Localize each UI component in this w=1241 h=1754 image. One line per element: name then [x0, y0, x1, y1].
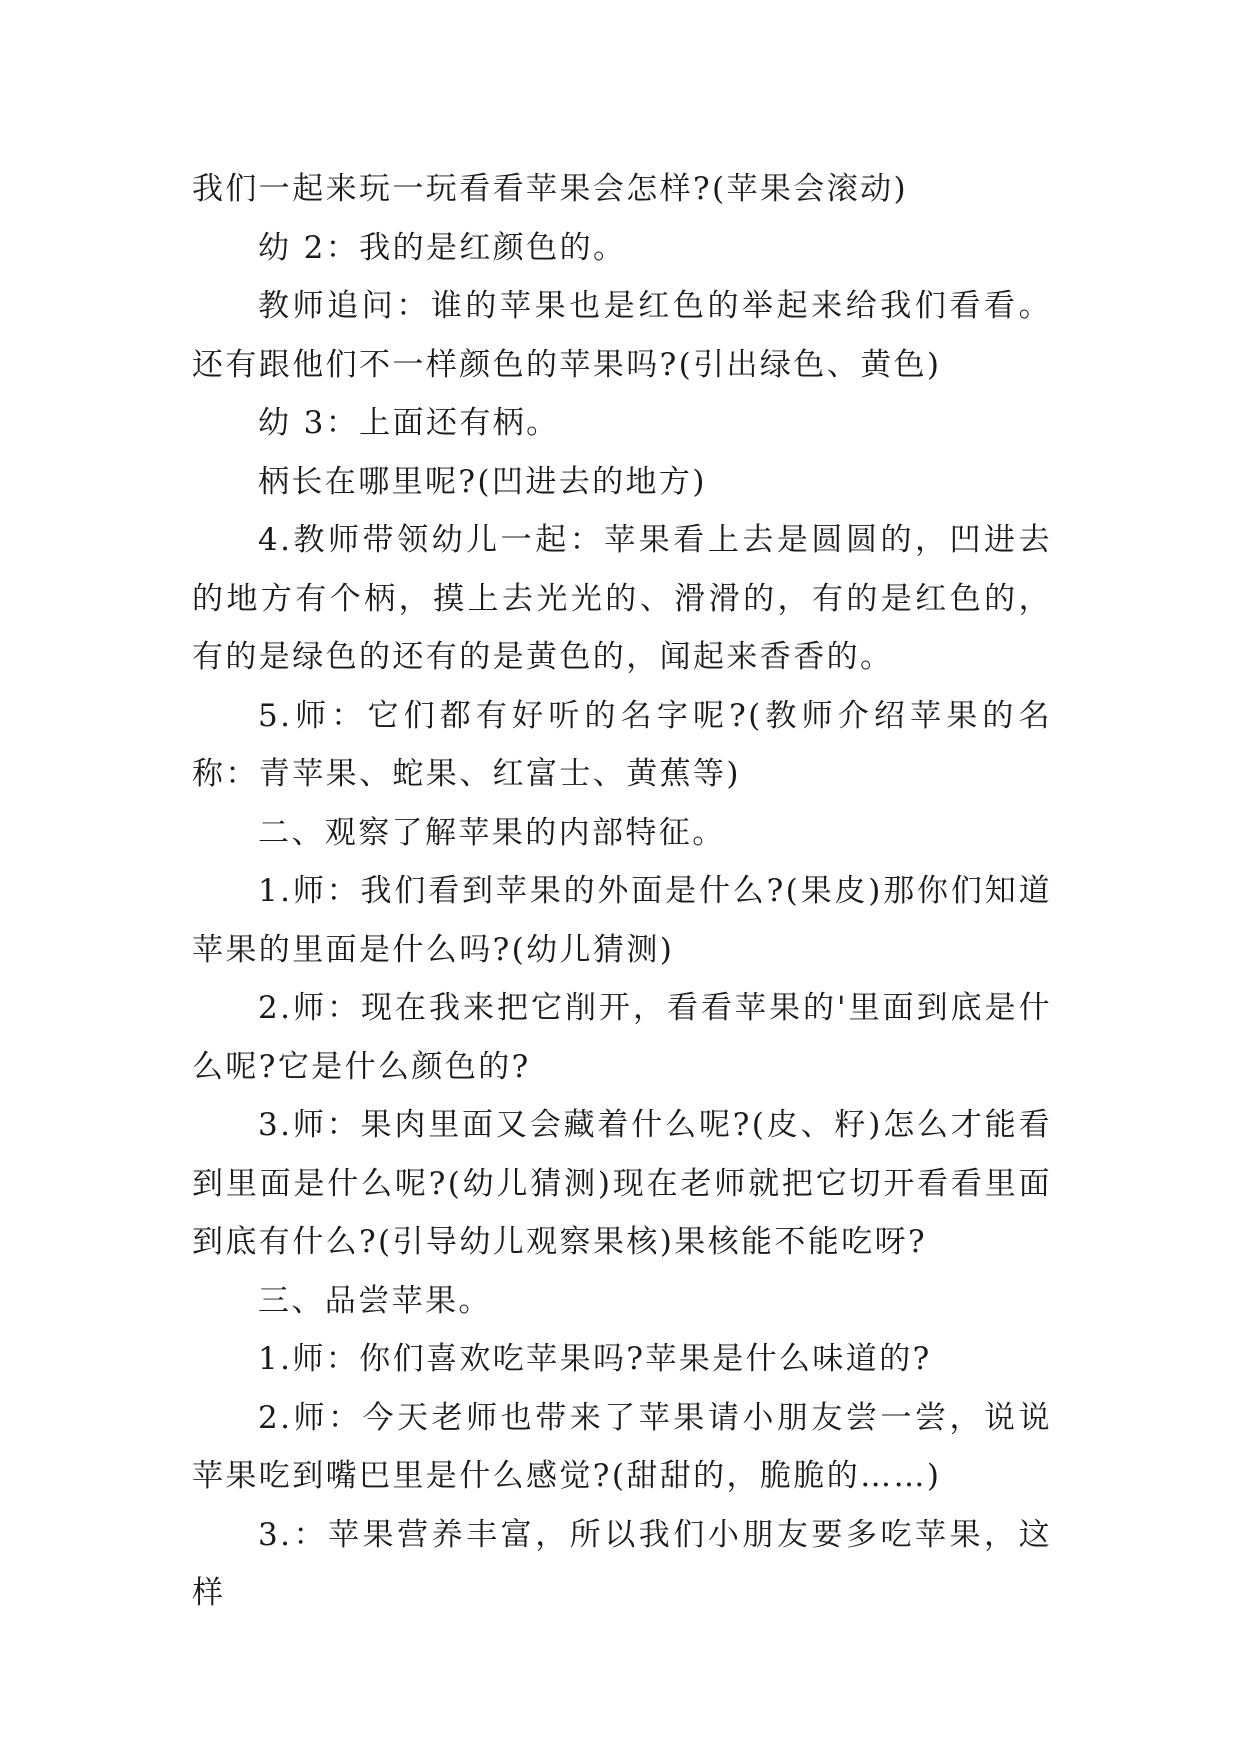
paragraph-7: 5.师：它们都有好听的名字呢?(教师介绍苹果的名称：青苹果、蛇果、红富士、黄蕉等)	[192, 697, 1052, 792]
section-heading-2: 二、观察了解苹果的内部特征。	[258, 814, 726, 851]
paragraph-3: 教师追问：谁的苹果也是红色的举起来给我们看看。还有跟他们不一样颜色的苹果吗?(引出绿色、黄色)	[192, 288, 1052, 383]
paragraph-1: 我们一起来玩一玩看看苹果会怎样?(苹果会滚动)	[192, 171, 909, 207]
paragraph-15: 3.：苹果营养丰富，所以我们小朋友要多吃苹果，这样	[192, 1516, 1052, 1611]
paragraph-5: 柄长在哪里呢?(凹进去的地方)	[258, 463, 707, 500]
paragraph-11: 3.师：果肉里面又会藏着什么呢?(皮、籽)怎么才能看到里面是什么呢?(幼儿猜测)现在老师就把它切开看看里面到底有什么?(引导幼儿观察果核)果核能不能吃呀?	[192, 1107, 1052, 1260]
paragraph-10: 2.师：现在我来把它削开，看看苹果的'里面到底是什么呢?它是什么颜色的?	[192, 990, 1052, 1085]
paragraph-13: 1.师：你们喜欢吃苹果吗?苹果是什么味道的?	[258, 1341, 932, 1377]
paragraph-9: 1.师：我们看到苹果的外面是什么?(果皮)那你们知道苹果的里面是什么吗?(幼儿猜测)	[192, 873, 1052, 968]
document-page	[192, 160, 1052, 1623]
paragraph-14: 2.师：今天老师也带来了苹果请小朋友尝一尝，说说苹果吃到嘴巴里是什么感觉?(甜甜的，脆脆的……)	[192, 1399, 1052, 1494]
paragraph-4: 幼 3：上面还有柄。	[258, 405, 560, 441]
paragraph-6: 4.教师带领幼儿一起：苹果看上去是圆圆的，凹进去的地方有个柄，摸上去光光的、滑滑的，有的是红色的，有的是绿色的还有的是黄色的，闻起来香香的。	[192, 522, 1052, 675]
section-heading-3: 三、品尝苹果。	[258, 1282, 492, 1319]
paragraph-2: 幼 2：我的是红颜色的。	[258, 229, 627, 266]
